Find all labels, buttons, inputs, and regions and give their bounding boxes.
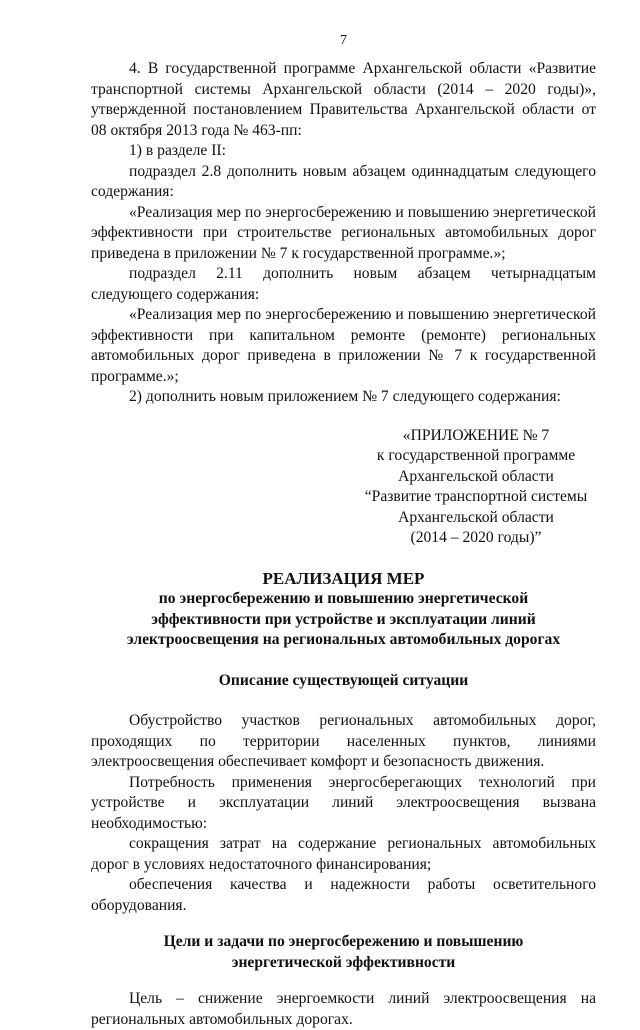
section-heading: Цели и задачи по энергосбережению и повышению [163,933,524,950]
document-subtitle: по энергосбережению и повышению энергетической [158,590,529,607]
paragraph: подраздел 2.8 дополнить новым абзацем одиннадцатым следующего содержания: [91,162,596,200]
appendix-line: к государственной программе [376,447,576,464]
paragraph: 4. В государственной программе Архангельской области «Развитие транспортной системы Архангельской области (2014 – 2020 годы)», утвержденной постановлением Правительства Архангельской области от 08 октября 2013 года № 463-пп: [91,60,596,139]
paragraph: Цель – снижение энергоемкости линий электроосвещения на региональных автомобильных дорогах. [91,990,596,1028]
appendix-line: Архангельской области [398,508,554,526]
appendix-line: “Развитие транспортной системы [364,488,588,505]
paragraph: подраздел 2.11 дополнить новым абзацем четырнадцатым следующего содержания: [91,265,596,303]
section-heading: Описание существующей ситуации [218,671,469,689]
appendix-header [356,426,596,549]
appendix-line: (2014 – 2020 годы)” [410,529,542,546]
document-title: РЕАЛИЗАЦИЯ МЕР [262,568,425,588]
paragraph: Потребность применения энергосберегающих технологий при устройстве и эксплуатации линий электроосвещения вызвана необходимостью: [91,773,596,832]
paragraph: сокращения затрат на содержание региональных автомобильных дорог в условиях недостаточного финансирования; [91,835,596,873]
document-subtitle: электроосвещения на региональных автомобильных дорогах [126,631,561,648]
paragraph: обеспечения качества и надежности работы осветительного оборудования. [91,876,596,914]
page-number: 7 [340,33,347,48]
section-heading: энергетической эффективности [231,953,456,971]
paragraph: 1) в разделе II: [129,142,226,159]
document-subtitle: эффективности при устройстве и эксплуатации линий [151,610,536,628]
paragraph: Обустройство участков региональных автомобильных дорог, проходящих по территории населенных пунктов, линиями электроосвещения обеспечивает комфорт и безопасность движения. [91,712,596,770]
appendix-line: Архангельской области [398,467,554,485]
appendix-line: «ПРИЛОЖЕНИЕ № 7 [402,426,550,444]
quoted-paragraph: «Реализация мер по энергосбережению и повышению энергетической эффективности при капитальном ремонте (ремонте) региональных автомобильных дорог приведена в приложении № 7 к государственной программе.»; [91,306,596,385]
quoted-paragraph: «Реализация мер по энергосбережению и повышению энергетической эффективности при строительстве региональных автомобильных дорог приведена в приложении № 7 к государственной программе.»; [91,203,596,262]
document-page [91,33,596,1030]
paragraph: 2) дополнить новым приложением № 7 следующего содержания: [129,388,561,405]
